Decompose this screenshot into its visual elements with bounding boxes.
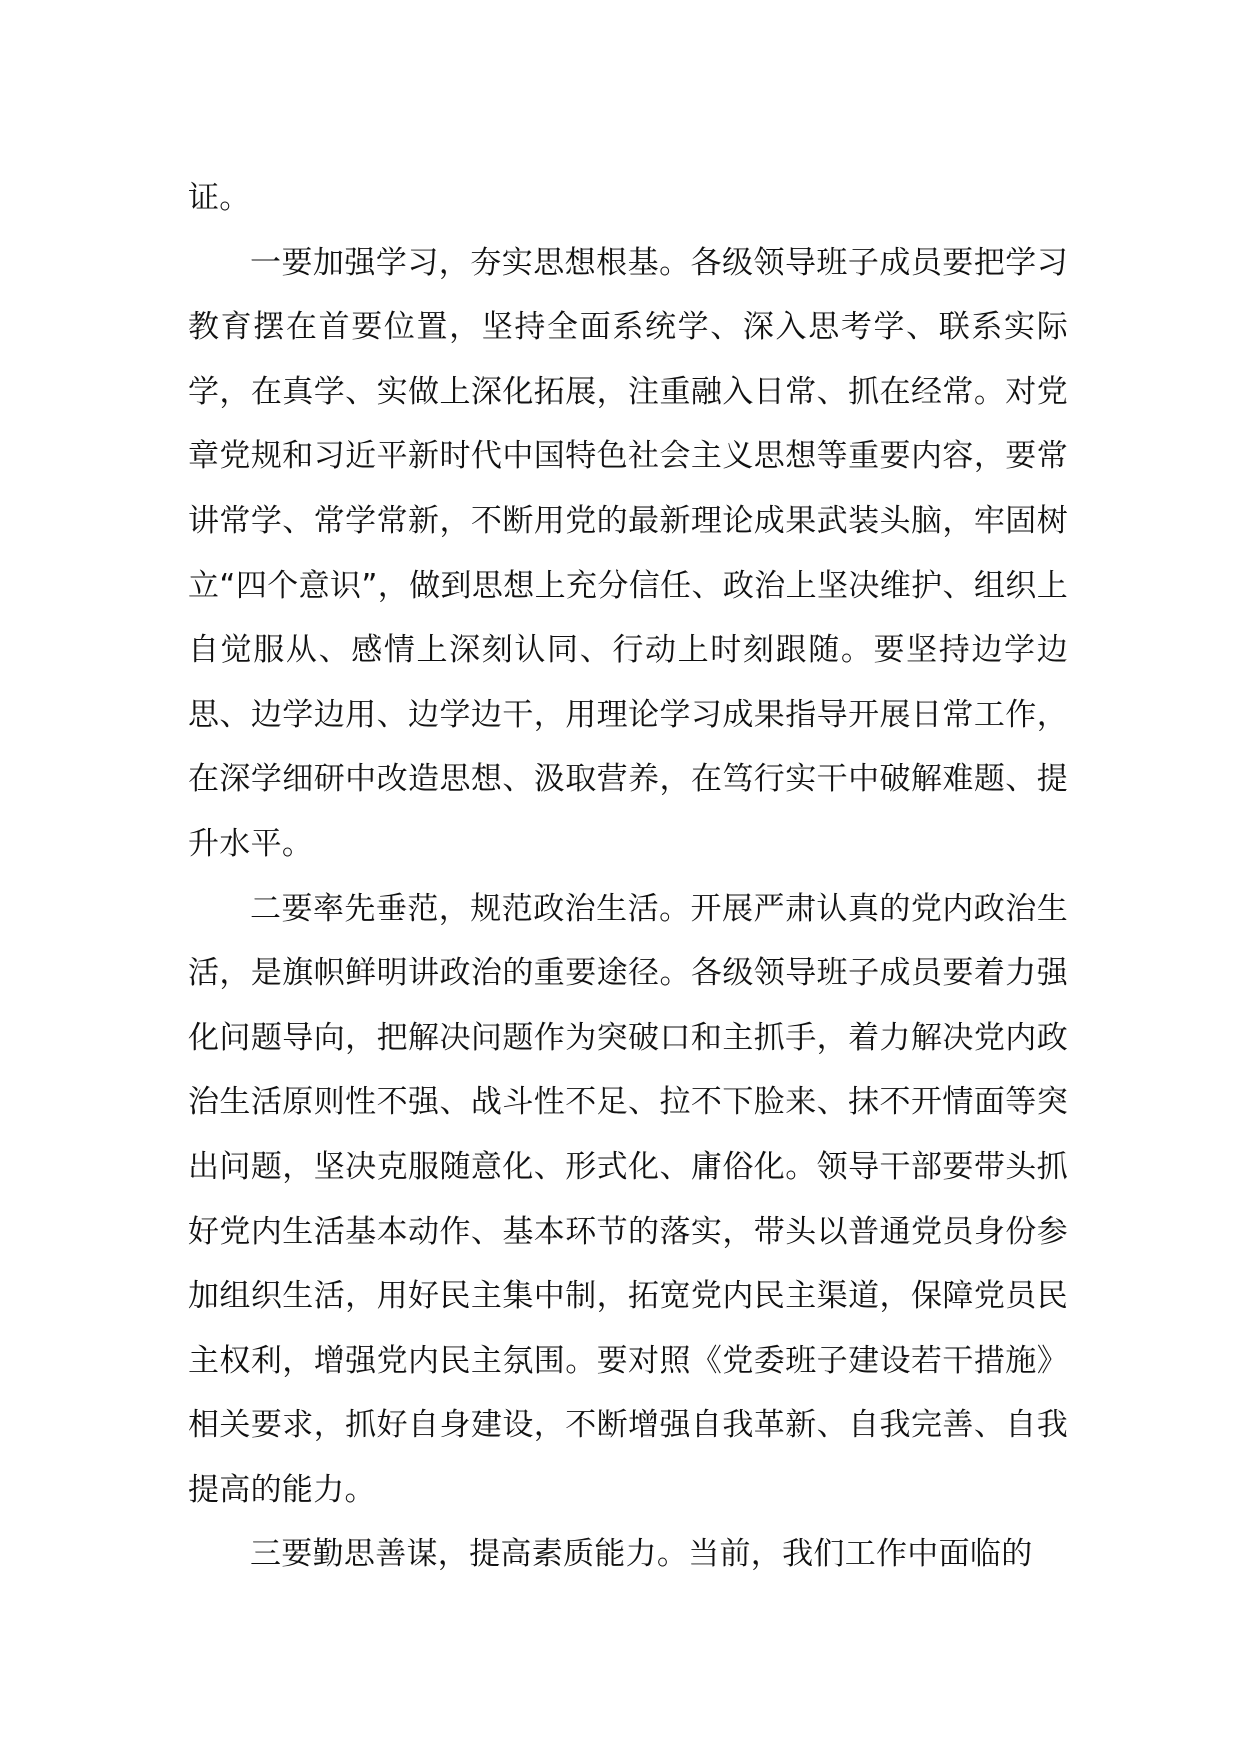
document-body [188,166,1068,1587]
paragraph-study: 一要加强学习，夯实思想根基。各级领导班子成员要把学习教育摆在首要位置，坚持全面系统学、深入思考学、联系实际学，在真学、实做上深化拓展，注重融入日常、抓在经常。对党章党规和习近平新时代中国特色社会主义思想等重要内容，要常讲常学、常学常新，不断用党的最新理论成果武装头脑，牢固树立“四个意识”，做到思想上充分信任、政治上坚决维护、组织上自觉服从、感情上深刻认同、行动上时刻跟随。要坚持边学边思、边学边用、边学边干，用理论学习成果指导开展日常工作，在深学细研中改造思想、汲取营养，在笃行实干中破解难题、提升水平。 [188,244,1068,862]
paragraph-ability: 三要勤思善谋，提高素质能力。当前，我们工作中面临的 [250,1536,1033,1573]
paragraph-continuation: 证。 [188,180,251,216]
paragraph-political-life: 二要率先垂范，规范政治生活。开展严肃认真的党内政治生活，是旗帜鲜明讲政治的重要途径。各级领导班子成员要着力强化问题导向，把解决问题作为突破口和主抓手，着力解决党内政治生活原则性不强、战斗性不足、拉不下脸来、抹不开情面等突出问题，坚决克服随意化、形式化、庸俗化。领导干部要带头抓好党内生活基本动作、基本环节的落实，带头以普通党员身份参加组织生活，用好民主集中制，拓宽党内民主渠道，保障党员民主权利，增强党内民主氛围。要对照《党委班子建设若干措施》相关要求，抓好自身建设，不断增强自我革新、自我完善、自我提高的能力。 [188,890,1068,1508]
